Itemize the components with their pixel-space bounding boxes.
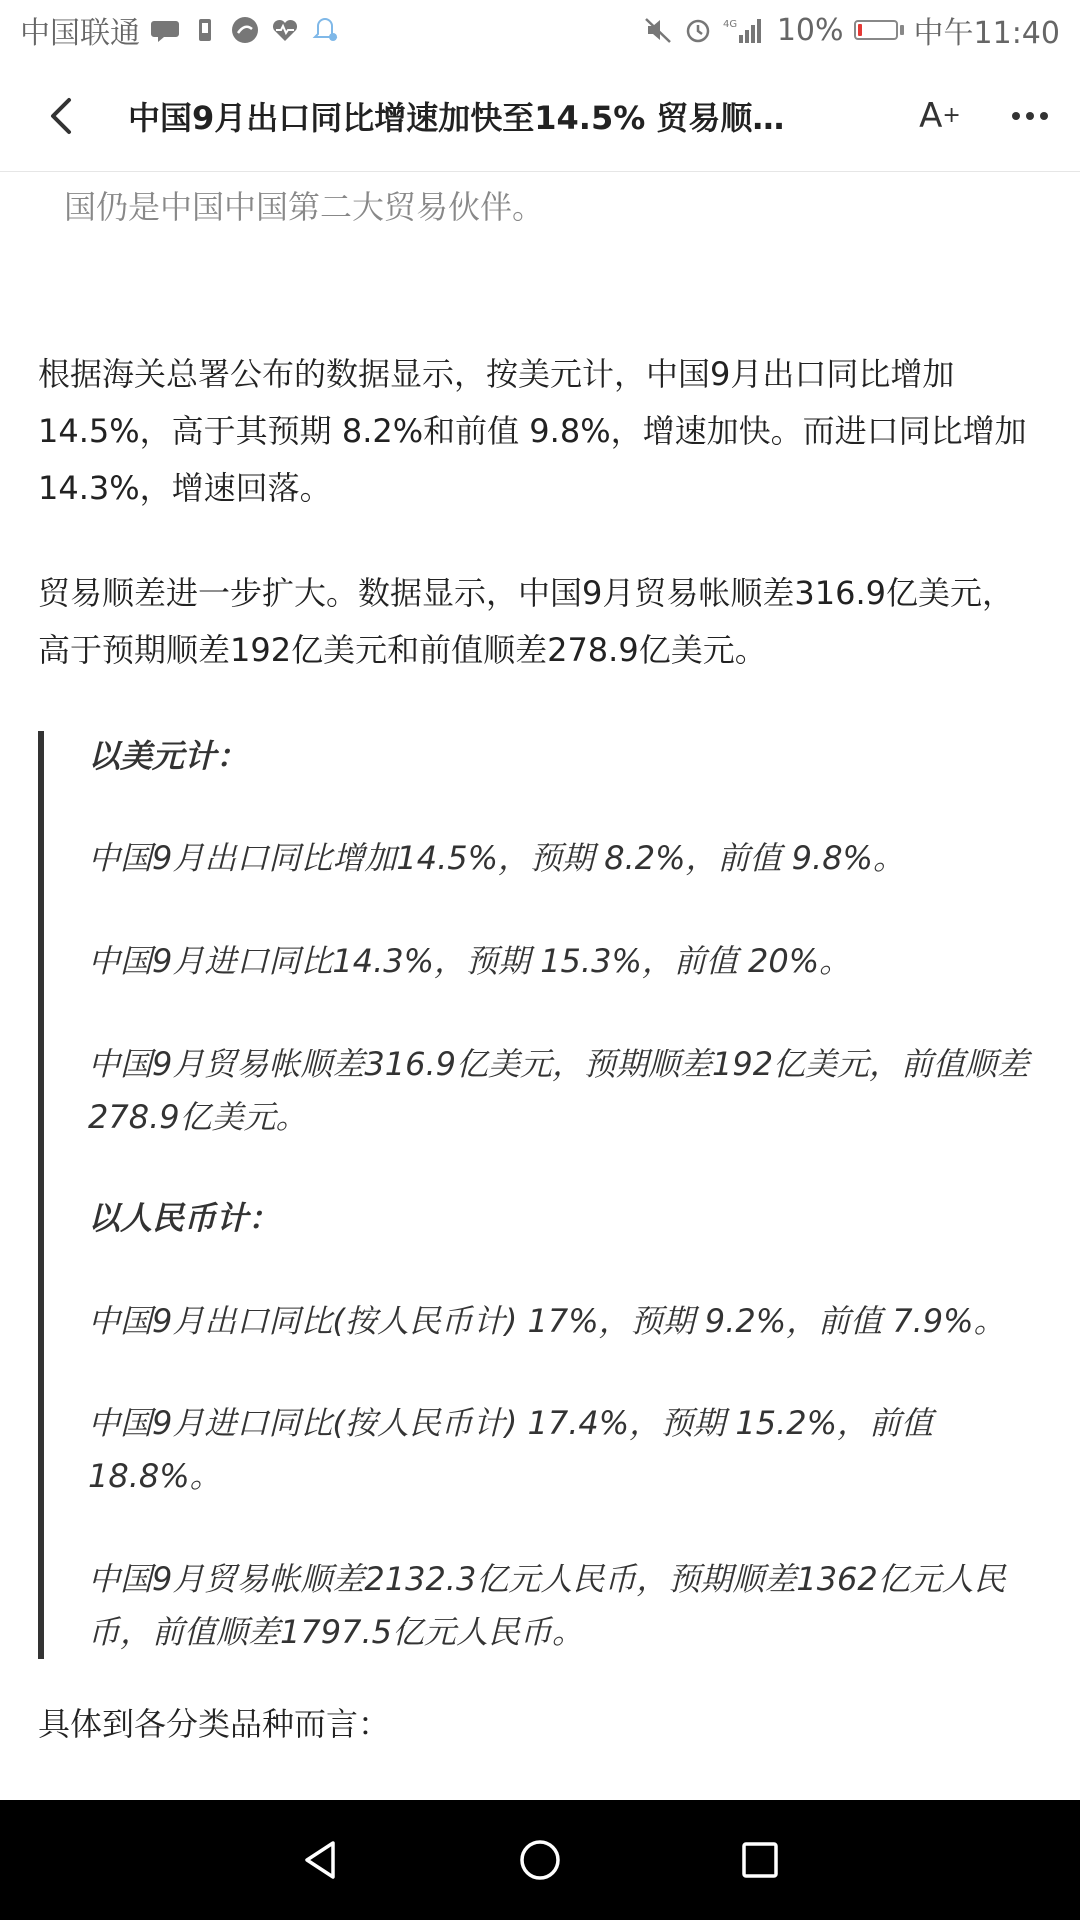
app-bar (0, 60, 1080, 172)
nav-back-button[interactable] (270, 1810, 370, 1910)
nav-recents-button[interactable] (710, 1810, 810, 1910)
notification-bell-icon (310, 15, 340, 45)
usd-item-export: 中国9月出口同比增加14.5%，预期 8.2%，前值 9.8%。 (88, 839, 905, 878)
svg-text:4G: 4G (722, 19, 737, 30)
font-size-plus: + (942, 103, 961, 128)
signal-4g-icon (723, 15, 767, 45)
recents-square-icon (735, 1835, 785, 1885)
article-title: 中国9月出口同比增速加快至14.5% 贸易顺… (128, 98, 785, 137)
chat-bubble-icon (150, 15, 180, 45)
back-triangle-icon (295, 1835, 345, 1885)
more-options-button[interactable] (980, 60, 1080, 172)
carrier-name: 中国联通 (20, 16, 140, 51)
paragraph-export-data: 根据海关总署公布的数据显示，按美元计，中国9月出口同比增加 14.5%，高于其预期 8.2%和前值 9.8%，增速加快。而进口同比增加14.3%，增速回落。 (38, 355, 1027, 508)
rmb-item-import: 中国9月进口同比(按人民币计) 17.4%，预期 15.2%，前值 18.8%。 (88, 1404, 933, 1496)
sim-battery-icon (190, 15, 220, 45)
home-circle-icon (515, 1835, 565, 1885)
paragraph-categories-intro: 具体到各分类品种而言： (38, 1704, 391, 1743)
clock-time: 中午11:40 (913, 16, 1060, 51)
rmb-heading: 以人民币计： (88, 1199, 281, 1238)
health-heart-icon (270, 15, 300, 45)
rmb-item-balance: 中国9月贸易帐顺差2132.3亿元人民币，预期顺差1362亿元人民币，前值顺差1797.5亿元人民币。 (88, 1559, 1006, 1651)
paragraph-trade-surplus: 贸易顺差进一步扩大。数据显示，中国9月贸易帐顺差316.9亿美元，高于预期顺差192亿美元和前值顺差278.9亿美元。 (38, 574, 1014, 669)
battery-percent: 10% (776, 12, 844, 48)
battery-icon (854, 20, 904, 40)
usd-heading: 以美元计： (88, 736, 249, 775)
more-dots-icon (1010, 110, 1050, 122)
status-left (20, 8, 340, 52)
rmb-item-export: 中国9月出口同比(按人民币计) 17%，预期 9.2%，前值 7.9%。 (88, 1301, 1006, 1340)
mute-icon (643, 15, 673, 45)
app-icon (230, 15, 260, 45)
nav-home-button[interactable] (490, 1810, 590, 1910)
article-body (0, 172, 1080, 1800)
faded-text-line: 国仍是中国中国第二大贸易伙伴。 (64, 188, 545, 226)
status-bar (0, 0, 1080, 60)
usd-item-import: 中国9月进口同比14.3%，预期 15.3%，前值 20%。 (88, 941, 852, 980)
status-right (643, 8, 1060, 52)
blockquote-data-summary (38, 731, 1042, 1659)
font-size-button[interactable] (900, 60, 980, 172)
font-size-label: A (919, 95, 943, 136)
battery-fill (858, 24, 862, 36)
battery-body (854, 20, 898, 40)
back-button[interactable] (18, 60, 108, 172)
usd-item-balance: 中国9月贸易帐顺差316.9亿美元，预期顺差192亿美元，前值顺差278.9亿美元。 (88, 1044, 1030, 1136)
battery-tip (900, 25, 904, 35)
back-arrow-icon (41, 94, 85, 138)
alarm-icon (683, 15, 713, 45)
system-nav-bar (0, 1800, 1080, 1920)
